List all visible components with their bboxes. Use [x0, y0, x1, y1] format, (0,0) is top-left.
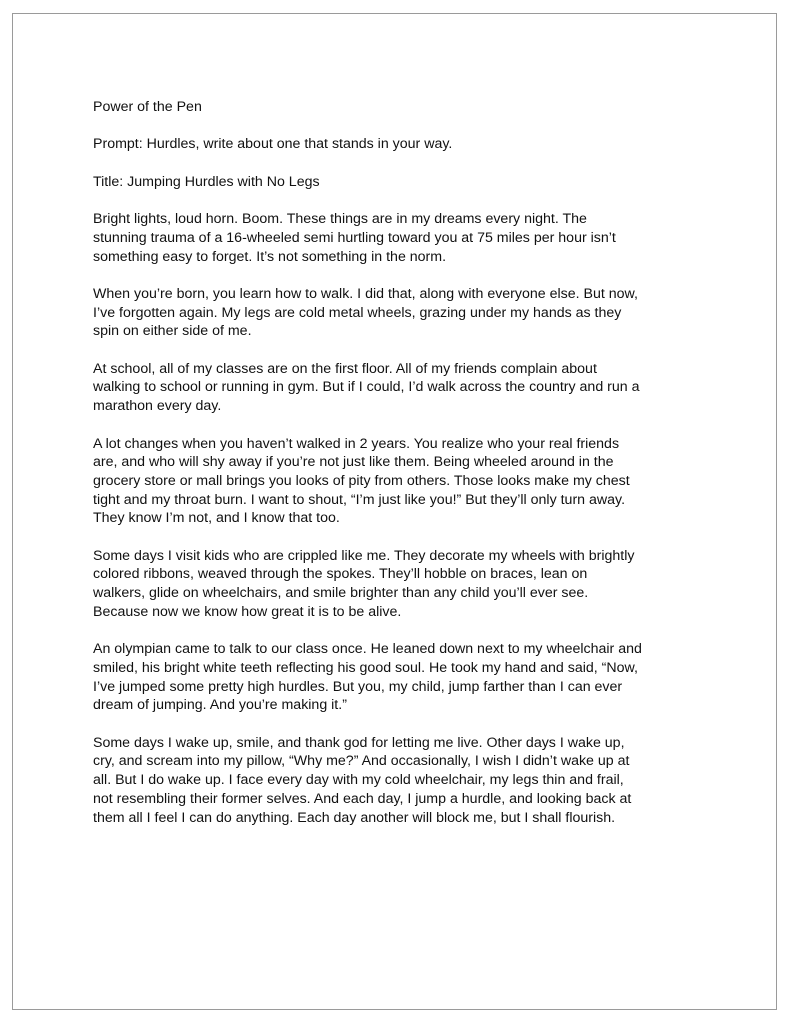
paragraph-4 — [93, 435, 718, 529]
paragraph-3 — [93, 360, 718, 416]
document-header: Power of the Pen — [93, 99, 202, 115]
paragraph-line: are, and who will shy away if you’re not just like them. Being wheeled around in the — [93, 454, 614, 471]
paragraph-line: Because now we know how great it is to be alive. — [93, 603, 402, 620]
paragraph-line: When you’re born, you learn how to walk. I did that, along with everyone else. But now, — [93, 285, 638, 302]
paragraph-line: They know I’m not, and I know that too. — [93, 510, 340, 527]
document-body — [93, 98, 718, 846]
paragraph-line: something easy to forget. It’s not something in the norm. — [93, 248, 447, 265]
paragraph-line: A lot changes when you haven’t walked in 2 years. You realize who your real friends — [93, 435, 620, 452]
paragraph-line: At school, all of my classes are on the first floor. All of my friends complain about — [93, 360, 597, 377]
document-prompt: Prompt: Hurdles, write about one that stands in your way. — [93, 136, 453, 153]
paragraph-line: marathon every day. — [93, 398, 222, 415]
paragraph-line: An olympian came to talk to our class once. He leaned down next to my wheelchair and — [93, 641, 642, 658]
paragraph-line: Some days I wake up, smile, and thank god for letting me live. Other days I wake up, — [93, 734, 625, 751]
header-block — [93, 98, 718, 117]
paragraph-6 — [93, 640, 718, 715]
paragraph-7 — [93, 734, 718, 828]
document-page — [12, 13, 777, 1010]
paragraph-5 — [93, 547, 718, 622]
paragraph-line: them all I feel I can do anything. Each day another will block me, but I shall flourish. — [93, 809, 616, 826]
paragraph-line: not resembling their former selves. And each day, I jump a hurdle, and looking back at — [93, 790, 632, 807]
title-block — [93, 173, 718, 192]
paragraph-line: tight and my throat burn. I want to shout, “I’m just like you!” But they’ll only turn away. — [93, 491, 626, 508]
paragraph-line: cry, and scream into my pillow, “Why me?” And occasionally, I wish I didn’t wake up at — [93, 753, 630, 770]
paragraph-line: dream of jumping. And you’re making it.” — [93, 697, 347, 714]
paragraph-line: grocery store or mall brings you looks of pity from others. Those looks make my chest — [93, 472, 630, 489]
paragraph-line: smiled, his bright white teeth reflecting his good soul. He took my hand and said, “Now, — [93, 659, 638, 676]
document-title: Title: Jumping Hurdles with No Legs — [93, 173, 320, 190]
paragraph-line: colored ribbons, weaved through the spokes. They’ll hobble on braces, lean on — [93, 566, 588, 583]
paragraph-line: walking to school or running in gym. But if I could, I’d walk across the country and run a — [93, 379, 640, 396]
paragraph-1 — [93, 210, 718, 266]
paragraph-line: I’ve jumped some pretty high hurdles. But you, my child, jump farther than I can ever — [93, 678, 623, 695]
paragraph-line: I’ve forgotten again. My legs are cold metal wheels, grazing under my hands as they — [93, 304, 622, 321]
paragraph-line: Some days I visit kids who are crippled like me. They decorate my wheels with brightly — [93, 547, 635, 564]
paragraph-line: stunning trauma of a 16-wheeled semi hurtling toward you at 75 miles per hour isn’t — [93, 229, 616, 246]
paragraph-line: Bright lights, loud horn. Boom. These things are in my dreams every night. The — [93, 211, 587, 228]
prompt-block — [93, 135, 718, 154]
paragraph-line: walkers, glide on wheelchairs, and smile brighter than any child you’ll ever see. — [93, 585, 589, 602]
paragraph-2 — [93, 285, 718, 341]
paragraph-line: all. But I do wake up. I face every day with my cold wheelchair, my legs thin and frail, — [93, 772, 624, 789]
paragraph-line: spin on either side of me. — [93, 323, 252, 340]
